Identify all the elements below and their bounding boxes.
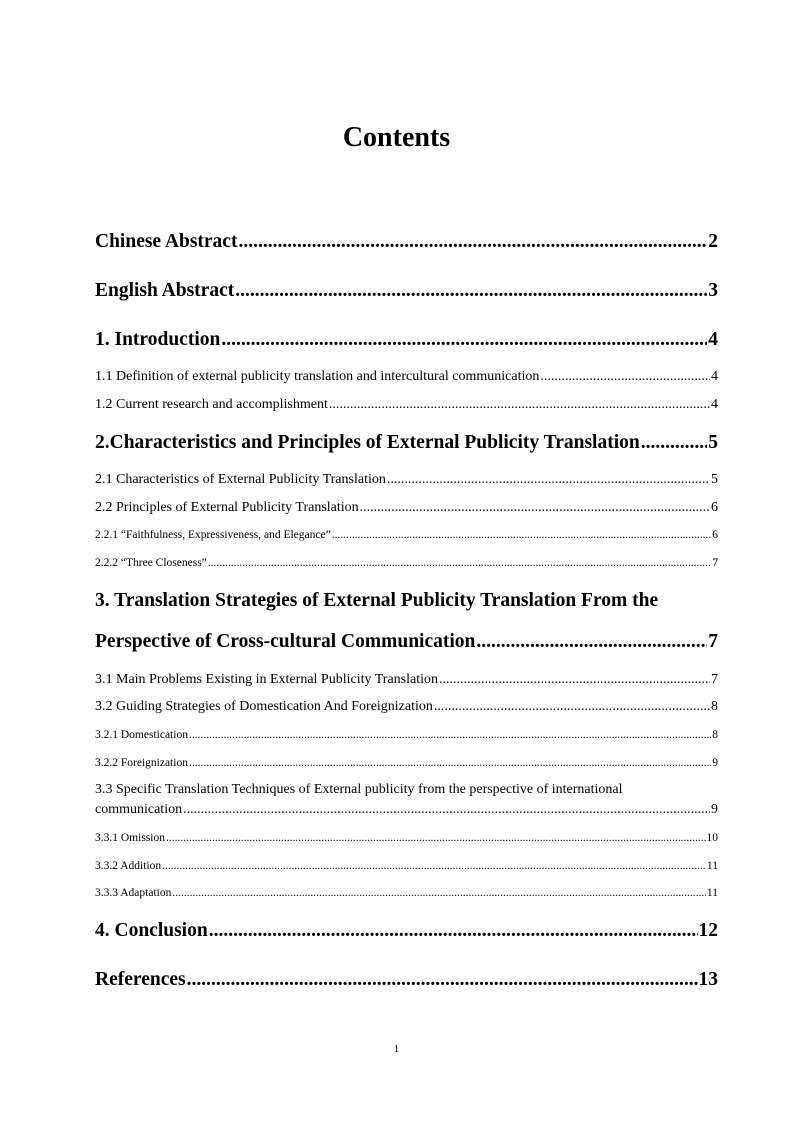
toc-entry-references[interactable] (95, 968, 718, 992)
dot-leader (209, 919, 698, 943)
toc-page-number: 2 (708, 231, 718, 252)
toc-entry-label: 1.2 Current research and accomplishment (95, 397, 328, 412)
toc-entry-translation-strategies-line1[interactable]: 3. Translation Strategies of External Publicity Translation From the (95, 590, 659, 611)
toc-entry-3-3[interactable] (95, 801, 718, 819)
toc-entry-label: 2.2 Principles of External Publicity Translation (95, 500, 359, 515)
toc-entry-introduction[interactable] (95, 328, 718, 352)
dot-leader (162, 858, 706, 874)
dot-leader (189, 755, 711, 771)
toc-page-number: 9 (711, 802, 718, 817)
toc-page-number: 7 (712, 557, 718, 569)
dot-leader (329, 396, 710, 414)
toc-entry-label: 2.Characteristics and Principles of External Publicity Translation (95, 432, 640, 453)
toc-page-number: 3 (708, 280, 718, 301)
toc-entry-label: Perspective of Cross-cultural Communication (95, 631, 476, 652)
dot-leader (208, 555, 711, 571)
toc-entry-label: 3.2.2 Foreignization (95, 757, 188, 769)
dot-leader (332, 527, 712, 543)
dot-leader (183, 801, 710, 819)
toc-entry-characteristics-principles[interactable] (95, 431, 718, 455)
dot-leader (172, 885, 706, 901)
toc-entry-label: English Abstract (95, 280, 235, 301)
toc-entry-label: 1.1 Definition of external publicity translation and intercultural communication (95, 369, 540, 384)
toc-entry-label: 3.2.1 Domestication (95, 729, 188, 741)
toc-entry-1-1[interactable] (95, 368, 718, 386)
dot-leader (434, 698, 710, 716)
toc-page-number: 7 (711, 672, 718, 687)
toc-entry-3-2-2[interactable] (95, 755, 718, 771)
toc-page-number: 8 (711, 699, 718, 714)
toc-entry-3-3-3[interactable] (95, 885, 718, 901)
toc-page-number: 5 (711, 472, 718, 487)
toc-page-number: 11 (706, 860, 718, 872)
dot-leader (187, 968, 698, 992)
toc-entry-label: 2.2.2 “Three Closeness” (95, 557, 207, 569)
dot-leader (439, 671, 710, 689)
toc-entry-label: 4. Conclusion (95, 920, 208, 941)
toc-page-number: 8 (712, 729, 718, 741)
toc-entry-2-2-2[interactable] (95, 555, 718, 571)
toc-page-number: 7 (708, 631, 718, 652)
dot-leader (540, 368, 710, 386)
toc-entry-3-3-line1[interactable]: 3.3 Specific Translation Techniques of External publicity from the perspective of international (95, 782, 623, 797)
toc-page-number: 10 (706, 832, 718, 844)
toc-entry-3-2-1[interactable] (95, 727, 718, 743)
dot-leader (476, 630, 707, 654)
dot-leader (238, 230, 707, 254)
toc-page-number: 4 (711, 369, 718, 384)
toc-page-number: 6 (712, 529, 718, 541)
toc-page-number: 12 (698, 920, 718, 941)
toc-entry-translation-strategies[interactable] (95, 630, 718, 654)
toc-entry-1-2[interactable] (95, 396, 718, 414)
toc-entry-label: 3.2 Guiding Strategies of Domestication And Foreignization (95, 699, 433, 714)
toc-entry-2-2[interactable] (95, 499, 718, 517)
dot-leader (641, 431, 708, 455)
toc-entry-3-3-1[interactable] (95, 830, 718, 846)
toc-page-number: 11 (706, 887, 718, 899)
toc-entry-label: 3.3.1 Omission (95, 832, 165, 844)
toc-page-number: 4 (708, 329, 718, 350)
dot-leader (235, 279, 707, 303)
dot-leader (387, 471, 710, 489)
toc-entry-label: 3.3.2 Addition (95, 860, 162, 872)
dot-leader (360, 499, 710, 517)
toc-page-number: 4 (711, 397, 718, 412)
toc-entry-label: References (95, 969, 186, 990)
toc-entry-label: 3.3.3 Adaptation (95, 887, 172, 899)
toc-entry-label: 2.2.1 “Faithfulness, Expressiveness, and Elegance” (95, 529, 331, 541)
toc-entry-conclusion[interactable] (95, 919, 718, 943)
toc-entry-label: communication (95, 802, 183, 817)
dot-leader (221, 328, 707, 352)
toc-page-number: 9 (712, 757, 718, 769)
toc-entry-english-abstract[interactable] (95, 279, 718, 303)
dot-leader (189, 727, 711, 743)
toc-entry-label: 2.1 Characteristics of External Publicity Translation (95, 472, 386, 487)
toc-page-number: 13 (698, 969, 718, 990)
toc-entry-chinese-abstract[interactable] (95, 230, 718, 254)
page-title: Contents (342, 122, 451, 153)
dot-leader (166, 830, 706, 846)
toc-entry-3-3-2[interactable] (95, 858, 718, 874)
toc-entry-3-1[interactable] (95, 671, 718, 689)
toc-page-number: 6 (711, 500, 718, 515)
toc-entry-label: Chinese Abstract (95, 231, 238, 252)
footer-page-number: 1 (393, 1043, 400, 1055)
toc-entry-label: 1. Introduction (95, 329, 221, 350)
toc-entry-2-2-1[interactable] (95, 527, 718, 543)
toc-entry-2-1[interactable] (95, 471, 718, 489)
toc-page-number: 5 (708, 432, 718, 453)
toc-entry-label: 3.1 Main Problems Existing in External Publicity Translation (95, 672, 438, 687)
toc-entry-3-2[interactable] (95, 698, 718, 716)
